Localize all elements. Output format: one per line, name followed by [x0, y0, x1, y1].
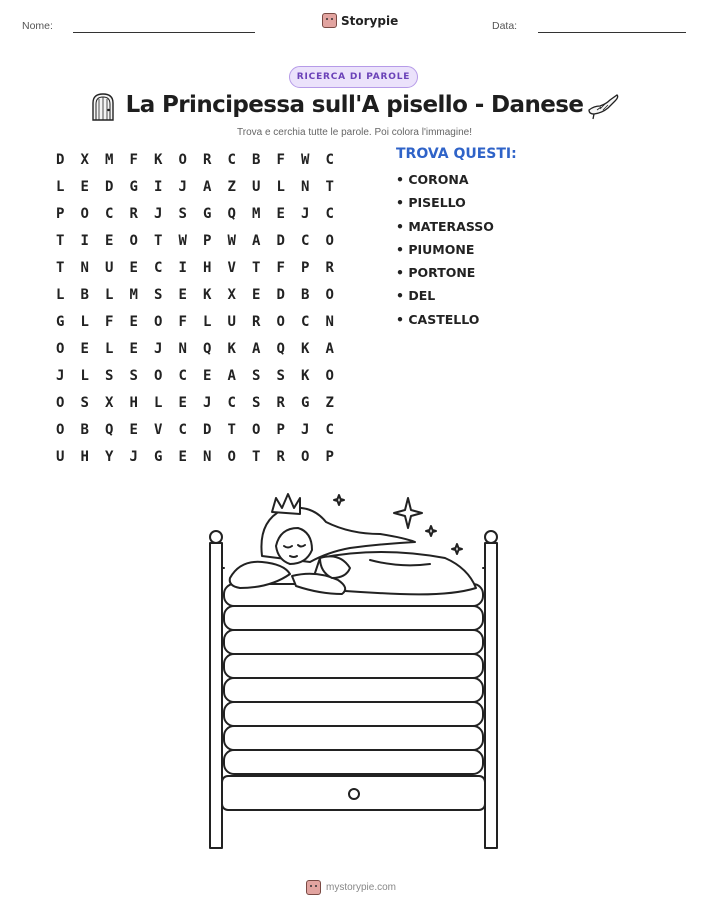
grid-cell: K — [301, 340, 310, 357]
storypie-logo-icon — [322, 13, 337, 28]
grid-cell: S — [276, 367, 285, 384]
date-line — [538, 32, 686, 33]
grid-cell: Q — [105, 421, 114, 438]
storypie-logo-icon — [306, 880, 321, 895]
grid-cell: U — [252, 178, 261, 195]
grid-row — [48, 173, 342, 200]
grid-cell: J — [178, 178, 187, 195]
grid-cell: G — [56, 313, 65, 330]
grid-cell: D — [105, 178, 114, 195]
footer — [306, 880, 396, 895]
grid-cell: J — [301, 205, 310, 222]
grid-cell: B — [80, 286, 89, 303]
name-label: Nome: — [22, 20, 53, 32]
grid-cell: E — [276, 205, 285, 222]
word-list-item: • PISELLO — [396, 195, 466, 211]
grid-row — [48, 227, 342, 254]
grid-cell: E — [105, 232, 114, 249]
grid-cell: C — [301, 232, 310, 249]
grid-cell: U — [227, 313, 236, 330]
grid-cell: J — [56, 367, 65, 384]
grid-cell: O — [325, 286, 334, 303]
grid-cell: C — [227, 394, 236, 411]
grid-cell: S — [154, 286, 163, 303]
grid-cell: T — [252, 259, 261, 276]
grid-cell: M — [252, 205, 261, 222]
word-list-item: • CASTELLO — [396, 311, 480, 327]
grid-cell: V — [227, 259, 236, 276]
grid-cell: O — [154, 367, 163, 384]
grid-row — [48, 146, 342, 173]
footer-url: mystorypie.com — [326, 882, 397, 893]
grid-cell: G — [154, 448, 163, 465]
word-list-item: • PIUMONE — [396, 241, 475, 257]
grid-cell: L — [276, 178, 285, 195]
word-list-item: • MATERASSO — [396, 218, 494, 234]
word-list-item: • PORTONE — [396, 265, 476, 281]
grid-cell: K — [301, 367, 310, 384]
grid-cell: B — [80, 421, 89, 438]
grid-cell: L — [80, 367, 89, 384]
grid-row — [48, 254, 342, 281]
grid-row — [48, 281, 342, 308]
grid-cell: O — [154, 313, 163, 330]
grid-cell: L — [56, 286, 65, 303]
grid-cell: O — [227, 448, 236, 465]
grid-cell: O — [325, 367, 334, 384]
grid-cell: E — [80, 178, 89, 195]
grid-cell: R — [252, 313, 261, 330]
grid-cell: C — [325, 151, 334, 168]
grid-cell: E — [178, 394, 187, 411]
grid-cell: M — [129, 286, 138, 303]
grid-cell: C — [178, 367, 187, 384]
grid-cell: E — [80, 340, 89, 357]
grid-cell: C — [154, 259, 163, 276]
grid-cell: N — [80, 259, 89, 276]
grid-cell: N — [178, 340, 187, 357]
brand — [322, 13, 398, 28]
grid-cell: L — [203, 313, 212, 330]
brand-name: Storypie — [341, 13, 399, 28]
grid-cell: P — [276, 421, 285, 438]
grid-cell: G — [203, 205, 212, 222]
grid-cell: E — [178, 448, 187, 465]
grid-cell: B — [301, 286, 310, 303]
grid-cell: S — [129, 367, 138, 384]
grid-cell: W — [227, 232, 236, 249]
grid-cell: I — [80, 232, 89, 249]
grid-cell: P — [325, 448, 334, 465]
grid-cell: Q — [227, 205, 236, 222]
grid-cell: T — [227, 421, 236, 438]
grid-cell: C — [325, 205, 334, 222]
grid-cell: F — [105, 313, 114, 330]
grid-row — [48, 389, 342, 416]
grid-cell: D — [276, 286, 285, 303]
grid-cell: F — [276, 151, 285, 168]
grid-cell: J — [154, 205, 163, 222]
grid-cell: A — [227, 367, 236, 384]
grid-cell: E — [129, 313, 138, 330]
grid-cell: K — [154, 151, 163, 168]
grid-cell: C — [301, 313, 310, 330]
grid-cell: O — [56, 394, 65, 411]
grid-cell: T — [56, 232, 65, 249]
grid-cell: E — [129, 421, 138, 438]
grid-cell: I — [154, 178, 163, 195]
grid-row — [48, 362, 342, 389]
name-line — [73, 32, 255, 33]
word-search-grid — [48, 146, 342, 470]
grid-cell: M — [105, 151, 114, 168]
grid-cell: J — [203, 394, 212, 411]
grid-cell: O — [56, 421, 65, 438]
grid-cell: A — [325, 340, 334, 357]
grid-cell: E — [129, 340, 138, 357]
grid-cell: U — [56, 448, 65, 465]
grid-cell: L — [105, 286, 114, 303]
activity-badge: RICERCA DI PAROLE — [289, 66, 418, 88]
grid-cell: O — [129, 232, 138, 249]
grid-cell: O — [301, 448, 310, 465]
grid-cell: N — [301, 178, 310, 195]
grid-cell: C — [105, 205, 114, 222]
grid-cell: F — [129, 151, 138, 168]
grid-cell: Z — [325, 394, 334, 411]
date-label: Data: — [492, 20, 518, 32]
grid-cell: D — [203, 421, 212, 438]
grid-cell: U — [105, 259, 114, 276]
grid-cell: D — [56, 151, 65, 168]
grid-cell: O — [252, 421, 261, 438]
word-list-title: TROVA QUESTI: — [396, 146, 517, 162]
grid-cell: H — [129, 394, 138, 411]
grid-cell: Q — [276, 340, 285, 357]
grid-cell: I — [178, 259, 187, 276]
grid-cell: X — [227, 286, 236, 303]
grid-cell: F — [276, 259, 285, 276]
grid-cell: J — [154, 340, 163, 357]
grid-cell: L — [154, 394, 163, 411]
grid-row — [48, 200, 342, 227]
grid-cell: Z — [227, 178, 236, 195]
grid-cell: O — [56, 340, 65, 357]
princess-sleeping-on-mattresses-illustration — [200, 488, 510, 853]
grid-cell: S — [252, 367, 261, 384]
grid-cell: K — [227, 340, 236, 357]
grid-cell: S — [178, 205, 187, 222]
grid-cell: R — [129, 205, 138, 222]
grid-cell: T — [154, 232, 163, 249]
grid-cell: L — [80, 313, 89, 330]
grid-cell: N — [203, 448, 212, 465]
grid-cell: W — [301, 151, 310, 168]
grid-row — [48, 443, 342, 470]
grid-cell: A — [252, 232, 261, 249]
grid-cell: C — [227, 151, 236, 168]
grid-cell: J — [129, 448, 138, 465]
grid-cell: E — [252, 286, 261, 303]
grid-cell: R — [276, 448, 285, 465]
word-list-item: • DEL — [396, 288, 436, 304]
grid-cell: K — [203, 286, 212, 303]
grid-cell: A — [252, 340, 261, 357]
grid-cell: B — [252, 151, 261, 168]
grid-cell: R — [325, 259, 334, 276]
grid-cell: C — [325, 421, 334, 438]
grid-cell: F — [178, 313, 187, 330]
grid-cell: T — [325, 178, 334, 195]
grid-cell: R — [203, 151, 212, 168]
grid-row — [48, 335, 342, 362]
glass-slipper-icon — [586, 92, 620, 120]
grid-cell: O — [80, 205, 89, 222]
grid-cell: S — [105, 367, 114, 384]
page-title: La Principessa sull'A pisello - Danese — [125, 92, 584, 118]
grid-cell: S — [80, 394, 89, 411]
grid-cell: T — [252, 448, 261, 465]
grid-cell: P — [301, 259, 310, 276]
grid-cell: X — [80, 151, 89, 168]
grid-cell: O — [178, 151, 187, 168]
grid-cell: E — [178, 286, 187, 303]
grid-cell: C — [178, 421, 187, 438]
grid-cell: L — [56, 178, 65, 195]
grid-cell: T — [56, 259, 65, 276]
grid-cell: J — [301, 421, 310, 438]
word-list-item: • CORONA — [396, 172, 469, 187]
grid-cell: O — [276, 313, 285, 330]
grid-cell: D — [276, 232, 285, 249]
grid-cell: Y — [105, 448, 114, 465]
grid-cell: X — [105, 394, 114, 411]
grid-cell: R — [276, 394, 285, 411]
instructions: Trova e cerchia tutte le parole. Poi colora l'immagine! — [237, 127, 472, 138]
grid-cell: V — [154, 421, 163, 438]
grid-cell: L — [105, 340, 114, 357]
grid-cell: P — [56, 205, 65, 222]
grid-cell: Q — [203, 340, 212, 357]
grid-cell: E — [203, 367, 212, 384]
grid-row — [48, 308, 342, 335]
grid-cell: G — [301, 394, 310, 411]
grid-cell: G — [129, 178, 138, 195]
grid-cell: H — [203, 259, 212, 276]
grid-cell: A — [203, 178, 212, 195]
grid-cell: H — [80, 448, 89, 465]
word-list — [396, 172, 494, 335]
grid-cell: P — [203, 232, 212, 249]
grid-cell: W — [178, 232, 187, 249]
grid-row — [48, 416, 342, 443]
grid-cell: O — [325, 232, 334, 249]
grid-cell: E — [129, 259, 138, 276]
grid-cell: S — [252, 394, 261, 411]
grid-cell: N — [325, 313, 334, 330]
